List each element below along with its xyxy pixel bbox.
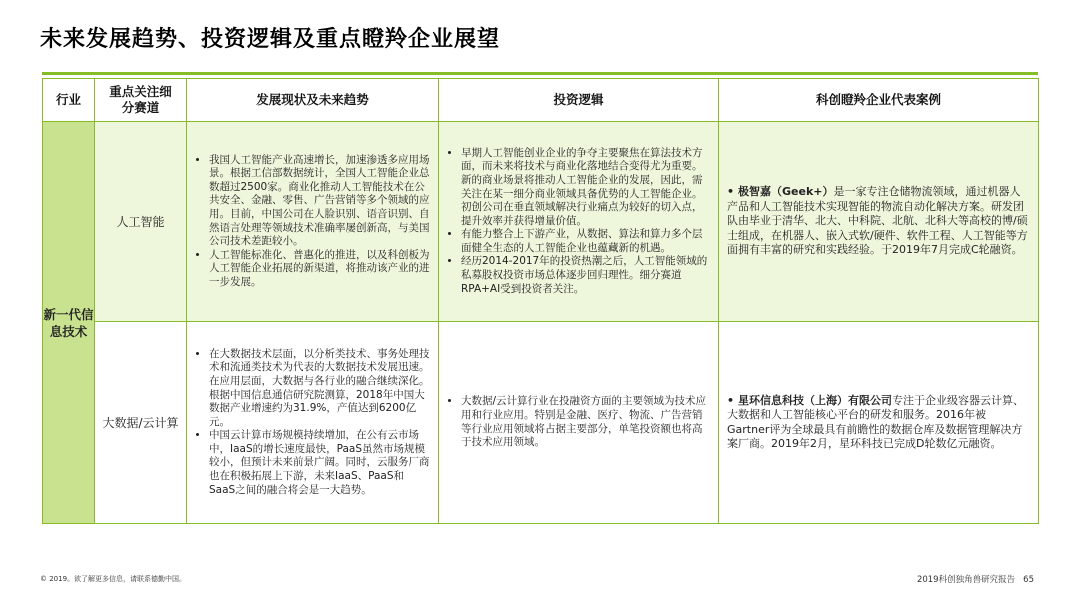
industry-cell: 新一代信息技术 bbox=[43, 122, 95, 524]
logic-cell bbox=[439, 322, 719, 524]
subsector-cell: 大数据/云计算 bbox=[95, 322, 187, 524]
status-cell bbox=[187, 322, 439, 524]
outlook-table bbox=[42, 78, 1039, 524]
copyright-footer: © 2019。欲了解更多信息，请联系德勤中国。 bbox=[40, 575, 187, 583]
status-bullet: • 我国人工智能产业高速增长，加速渗透多应用场景。根据工信部数据统计，全国人工智能企业总数超过2500家。商业化推动人工智能技术在公共安全、金融、零售、广告营销等多个领域的应用。目前，中国公司在人脸识别、语音识别、自然语言处理等领域技术准确率屡创新高，与美国公司技术差距较小。 bbox=[209, 154, 430, 249]
subsector-cell: 人工智能 bbox=[95, 122, 187, 322]
logic-cell bbox=[439, 122, 719, 322]
page-title: 未来发展趋势、投资逻辑及重点瞪羚企业展望 bbox=[40, 27, 501, 52]
status-bullet: • 人工智能标准化、普惠化的推进，以及科创板为人工智能企业拓展的新渠道，将推动该产业的进一步发展。 bbox=[209, 249, 430, 290]
header-status: 发展现状及未来趋势 bbox=[187, 79, 439, 122]
status-cell bbox=[187, 122, 439, 322]
table-header-row bbox=[43, 79, 1039, 122]
logic-bullet: • 有能力整合上下游产业，从数据、算法和算力多个层面健全生态的人工智能企业也蕴藏新的机遇。 bbox=[461, 228, 710, 255]
top-divider bbox=[42, 72, 1038, 75]
case-text-block: • 极智嘉（Geek+）是一家专注仓储物流领域，通过机器人产品和人工智能技术实现智能的物流自动化解决方案。研发团队由毕业于清华、北大、中科院、北航、北科大等高校的博/硕士组成，在机器人、嵌入式软/硬件、软件工程、人工智能等方面拥有丰富的研究和实践经验。于2019年7月完成C轮融资。 bbox=[727, 185, 1028, 257]
header-industry: 行业 bbox=[43, 79, 95, 122]
header-subsector: 重点关注细分赛道 bbox=[95, 79, 187, 122]
logic-bullet: • 早期人工智能创业企业的争夺主要聚焦在算法技术方面，而未来将技术与商业化落地结合变得尤为重要。新的商业场景将推动人工智能企业的发展，因此，需关注在某一细分商业领域具备优势的人工智能企业。初创公司在垂直领域解决行业痛点为较好的切入点，提升效率并获得增量价值。 bbox=[461, 147, 710, 229]
case-company-name: 极智嘉（Geek+） bbox=[738, 185, 834, 199]
status-bullet: • 中国云计算市场规模持续增加，在公有云市场中，IaaS的增长速度最快，PaaS虽然市场规模较小，但预计未来前景广阔。同时，云服务厂商也在积极拓展上下游，未来IaaS、PaaS和SaaS之间的融合将会是一大趋势。 bbox=[209, 429, 430, 497]
table-row bbox=[43, 322, 1039, 524]
logic-bullet: • 大数据/云计算行业在投融资方面的主要领域为技术应用和行业应用。特别是金融、医疗、物流、广告营销等行业应用领域将占据主要部分，单笔投资额也将高于技术应用领域。 bbox=[461, 395, 710, 449]
case-company-name: 星环信息科技（上海）有限公司 bbox=[738, 393, 893, 407]
case-description: 专注于企业级容器云计算、大数据和人工智能核心平台的研发和服务。2016年被Gartner评为全球最具有前瞻性的数据仓库及数据管理解决方案厂商。2019年2月，星环科技已完成D轮数亿元融资。 bbox=[727, 393, 1025, 450]
header-logic: 投资逻辑 bbox=[439, 79, 719, 122]
case-description: 是一家专注仓储物流领域，通过机器人产品和人工智能技术实现智能的物流自动化解决方案。研发团队由毕业于清华、北大、中科院、北航、北科大等高校的博/硕士组成，在机器人、嵌入式软/硬件、软件工程、人工智能等方面拥有丰富的研究和实践经验。于2019年7月完成C轮融资。 bbox=[727, 185, 1028, 257]
logic-bullet: • 经历2014-2017年的投资热潮之后，人工智能领域的私募股权投资市场总体逐步回归理性。细分赛道RPA+AI受到投资者关注。 bbox=[461, 255, 710, 296]
header-cases: 科创瞪羚企业代表案例 bbox=[719, 79, 1039, 122]
case-cell bbox=[719, 122, 1039, 322]
report-footer: 2019科创独角兽研究报告 65 bbox=[916, 575, 1034, 585]
case-cell bbox=[719, 322, 1039, 524]
status-bullet: • 在大数据技术层面，以分析类技术、事务处理技术和流通类技术为代表的大数据技术发展迅速。在应用层面，大数据与各行业的融合继续深化。根据中国信息通信研究院测算，2018年中国大数据产业增速约为31.9%，产值达到6200亿元。 bbox=[209, 348, 430, 430]
case-text-block: • 星环信息科技（上海）有限公司专注于企业级容器云计算、大数据和人工智能核心平台的研发和服务。2016年被Gartner评为全球最具有前瞻性的数据仓库及数据管理解决方案厂商。2019年2月，星环科技已完成D轮数亿元融资。 bbox=[727, 393, 1025, 450]
table-row bbox=[43, 122, 1039, 322]
